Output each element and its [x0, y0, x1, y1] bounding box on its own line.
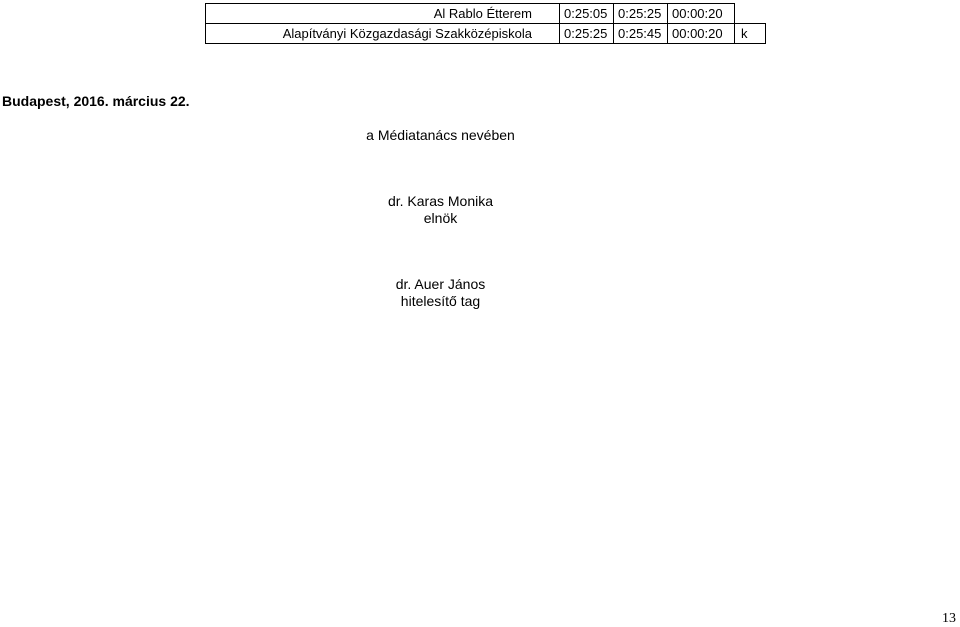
page-number: 13	[942, 611, 956, 626]
advertiser-name-cell: Alapítványi Közgazdasági Szakközépiskola	[206, 24, 560, 44]
table-row	[206, 24, 766, 44]
schedule-table	[205, 3, 766, 44]
duration-cell: 00:00:20	[668, 4, 735, 24]
signatory-role: elnök	[423, 210, 458, 226]
flag-cell	[735, 4, 766, 24]
duration-cell: 00:00:20	[668, 24, 735, 44]
signatory-name: dr. Auer János	[395, 276, 486, 292]
signatory-name: dr. Karas Monika	[387, 193, 494, 209]
start-time-cell: 0:25:25	[560, 24, 614, 44]
place-date: Budapest, 2016. március 22.	[2, 93, 190, 109]
flag-cell: k	[735, 24, 766, 44]
on-behalf-line: a Médiatanács nevében	[366, 127, 515, 143]
advertiser-name-cell: Al Rablo Étterem	[206, 4, 560, 24]
end-time-cell: 0:25:25	[614, 4, 668, 24]
table-row	[206, 4, 766, 24]
start-time-cell: 0:25:05	[560, 4, 614, 24]
signatory-role: hitelesítő tag	[400, 293, 481, 309]
end-time-cell: 0:25:45	[614, 24, 668, 44]
